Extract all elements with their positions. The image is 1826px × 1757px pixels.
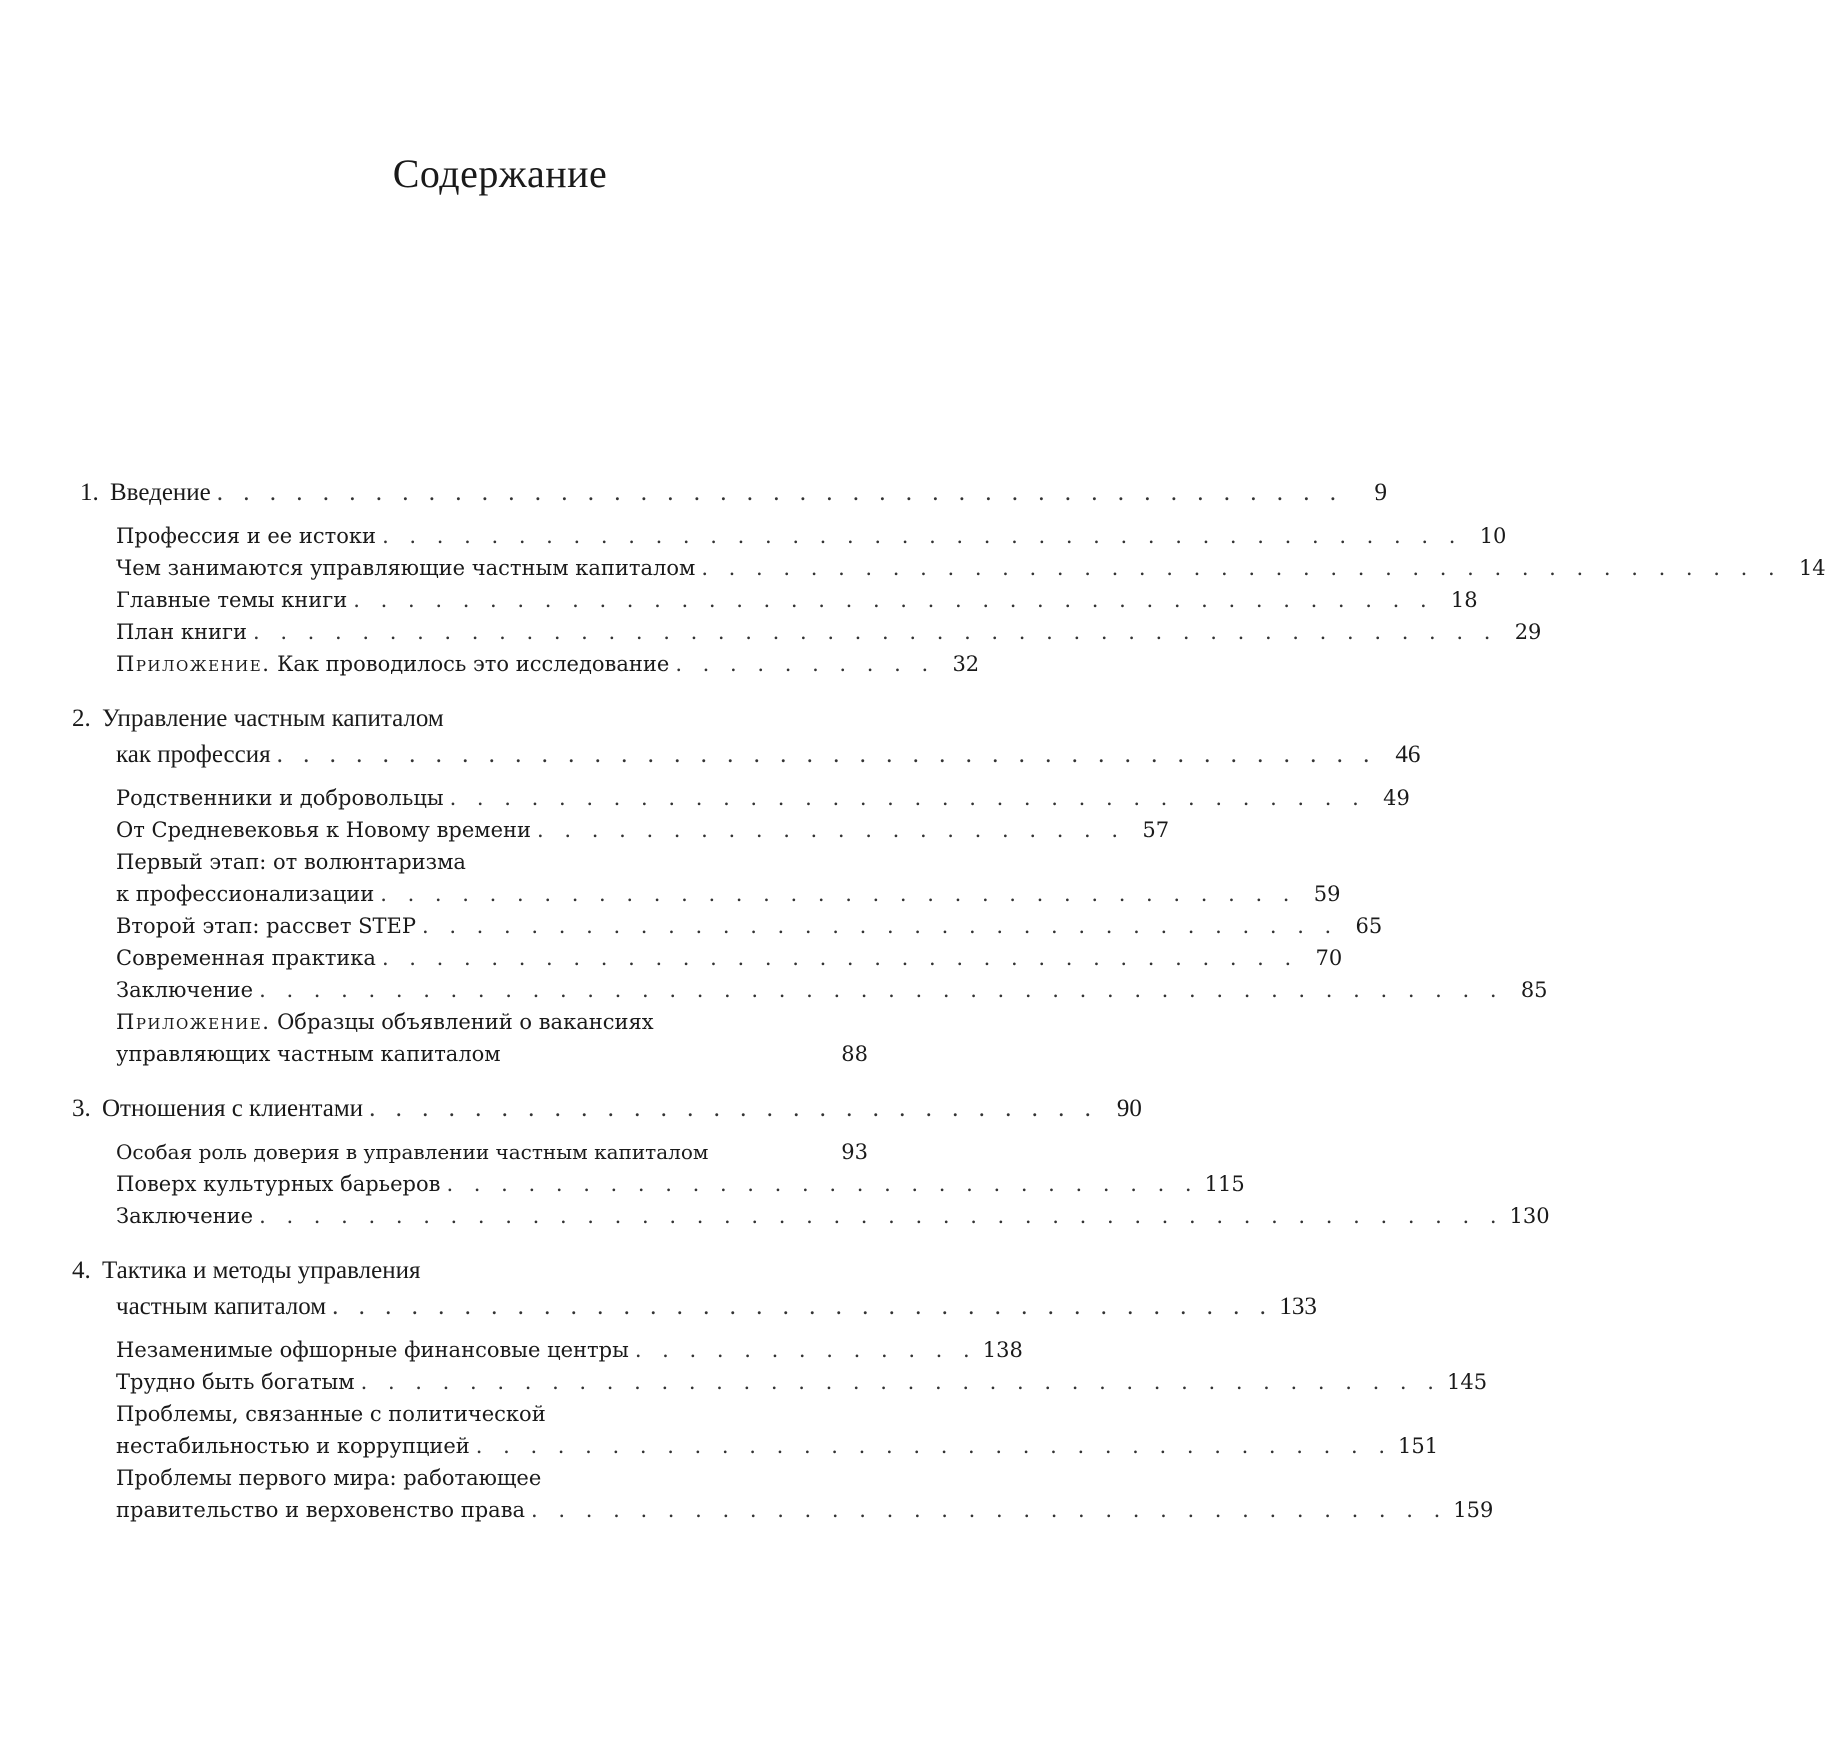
dot-leader: . . . . . . . . . . . . . . . . . . . . . . . . . . . . . . . . . . — [475, 1434, 1392, 1458]
toc-entry[interactable] — [116, 946, 1343, 971]
entry-title: Главные темы книги — [116, 588, 348, 612]
entry-title: нестабильностью и коррупцией — [116, 1434, 470, 1458]
appendix-prefix: Приложение. — [116, 652, 271, 676]
page-number: 49 — [1383, 786, 1410, 810]
dot-leader: . . . . . . . . . . . . . . . . . . . . . . . . . . . . . . . . . . . . . . . . . . . . . . — [252, 620, 1498, 644]
toc-entry-line1 — [116, 1010, 654, 1035]
dot-leader: . . . . . . . . . . . . . . . . . . . . . . . . . . . . . . . . . . . . . . . . — [360, 1370, 1441, 1394]
page-number: 138 — [982, 1338, 1023, 1362]
entry-title: Особая роль доверия в управлении частным капиталом — [116, 1140, 709, 1164]
entry-title: Поверх культурных барьеров — [116, 1172, 441, 1196]
entry-title-text: Как проводилось это исследование — [277, 652, 670, 676]
entry-title: Трудно быть богатым — [116, 1370, 355, 1394]
dot-leader: . — [506, 1042, 521, 1066]
entry-title: Проблемы первого мира: работающее — [116, 1466, 542, 1490]
page-number: 18 — [1450, 588, 1478, 612]
entry-title: Заключение — [116, 978, 254, 1002]
entry-title: Родственники и добровольцы — [116, 786, 444, 810]
dot-leader: . — [714, 1140, 729, 1164]
page-number: 46 — [1395, 741, 1421, 768]
dot-leader: . . . . . . . . . . . . . . . . . . . . . . . . . . . . . . . . . . . . . . . . . . . — [216, 479, 1344, 506]
toc-chapter-2[interactable] — [116, 740, 1421, 770]
chapter-number: 4. — [72, 1257, 91, 1284]
toc-chapter-label — [80, 478, 211, 508]
page-number: 130 — [1509, 1204, 1550, 1228]
page-number: 59 — [1313, 882, 1341, 906]
dot-leader: . . . . . . . . . . . . . . . . . . . . . . . . . . . . . . . . . . . . . . . . — [382, 524, 1463, 548]
dot-leader: . . . . . . . . . . . . . . . . . . . . . . . . . . . . . . . . . . . . — [332, 1293, 1273, 1320]
page-number: 88 — [841, 1042, 868, 1066]
toc-entry[interactable] — [116, 652, 980, 677]
dot-leader: . . . . . . . . . . . . . . . . . . . . . . . . . . . . — [446, 1172, 1199, 1196]
page-number: 32 — [952, 652, 980, 676]
toc-entry[interactable] — [116, 620, 1542, 645]
toc-entry[interactable] — [116, 914, 1383, 939]
entry-title: Чем занимаются управляющие частным капиталом — [116, 556, 696, 580]
toc-chapter-label — [72, 1094, 363, 1124]
entry-title: Второй этап: рассвет STEP — [116, 914, 416, 938]
dot-leader: . . . . . . . . . . . . . . . . . . . . . . . . . . . . . . . . . . . . . . . . . . . . . . — [259, 1204, 1504, 1228]
page-number: 90 — [1116, 1095, 1142, 1122]
chapter-title: Отношения с клиентами — [102, 1095, 364, 1122]
entry-title: Заключение — [116, 1204, 254, 1228]
toc-entry[interactable] — [116, 1498, 1494, 1523]
chapter-number: 3. — [72, 1095, 91, 1122]
page-number: 85 — [1520, 978, 1548, 1002]
page-number: 29 — [1514, 620, 1542, 644]
dot-leader: . . . . . . . . . . . . . . . . . . . . . . . . . . . . . . . . . . . . . . . . . . — [276, 741, 1377, 768]
page-title: Содержание — [392, 151, 608, 196]
chapter-title: Управление частным капиталом — [102, 705, 444, 732]
page-number: 115 — [1204, 1172, 1245, 1196]
toc-entry[interactable] — [116, 1338, 1023, 1363]
dot-leader: . . . . . . . . . . . . . . . . . . . . . . . . . . . . . . . . . . — [421, 914, 1339, 938]
chapter-title: частным капиталом — [116, 1293, 327, 1320]
entry-title: Современная практика — [116, 946, 376, 970]
page-number: 159 — [1453, 1498, 1494, 1522]
toc-entry-line1 — [116, 850, 466, 875]
entry-title — [116, 652, 669, 677]
toc-chapter-4[interactable] — [116, 1292, 1317, 1322]
entry-title: к профессионализации — [116, 882, 375, 906]
toc-entry[interactable] — [116, 1204, 1550, 1229]
appendix-prefix: Приложение. — [116, 1010, 271, 1034]
toc-chapter-1[interactable] — [80, 478, 1388, 508]
page-number: 9 — [1374, 479, 1388, 506]
toc-entry[interactable] — [116, 1370, 1488, 1395]
toc-entry[interactable] — [116, 524, 1507, 549]
toc-entry[interactable] — [116, 1042, 868, 1067]
toc-entry[interactable] — [116, 882, 1341, 907]
toc-entry[interactable] — [116, 1434, 1439, 1459]
entry-title: Проблемы, связанные с политической — [116, 1402, 546, 1426]
chapter-number: 1. — [80, 479, 99, 506]
dot-leader: . . . . . . . . . . . . . . . . . . . . . . . . . . . . . . . . . . . . . . . . — [353, 588, 1434, 612]
entry-title: От Средневековья к Новому времени — [116, 818, 532, 842]
dot-leader: . . . . . . . . . . . . . . . . . . . . . . — [537, 818, 1126, 842]
toc-chapter-3[interactable] — [72, 1094, 1142, 1124]
entry-title: правительство и верховенство права — [116, 1498, 526, 1522]
toc-chapter-2-line1[interactable] — [72, 704, 444, 734]
page-number: 151 — [1398, 1434, 1439, 1458]
page-number: 145 — [1446, 1370, 1488, 1394]
page-number: 10 — [1479, 524, 1507, 548]
page-number: 57 — [1142, 818, 1170, 842]
toc-entry[interactable] — [116, 556, 1826, 581]
page-number: 93 — [841, 1140, 868, 1164]
toc-entry[interactable] — [116, 588, 1478, 613]
entry-title: План книги — [116, 620, 247, 644]
entry-title: Незаменимые офшорные финансовые центры — [116, 1338, 629, 1362]
toc-entry[interactable] — [116, 1172, 1245, 1197]
chapter-number: 2. — [72, 705, 91, 732]
dot-leader: . . . . . . . . . . . . . — [634, 1338, 977, 1362]
dot-leader: . . . . . . . . . . . . . . . . . . . . . . . . . . . . . . . . . . — [381, 946, 1299, 970]
toc-entry[interactable] — [116, 978, 1548, 1003]
dot-leader: . . . . . . . . . . . . . . . . . . . . . . . . . . . . . . . . . . . . . . . . . . . . . . — [259, 978, 1504, 1002]
dot-leader: . . . . . . . . . . . . . . . . . . . . . . . . . . . . — [369, 1095, 1098, 1122]
dot-leader: . . . . . . . . . . . . . . . . . . . . . . . . . . . . . . . . . . . . . . . . — [701, 556, 1782, 580]
entry-title: Образцы объявлений о вакансиях — [277, 1010, 654, 1034]
dot-leader: . . . . . . . . . . . . . . . . . . . . . . . . . . . . . . . . . . — [449, 786, 1366, 810]
page-number: 65 — [1355, 914, 1383, 938]
dot-leader: . . . . . . . . . . — [675, 652, 936, 676]
toc-entry-line1 — [116, 1466, 541, 1491]
entry-title: Профессия и ее истоки — [116, 524, 377, 548]
toc-chapter-4-line1[interactable] — [72, 1256, 420, 1286]
chapter-title: Введение — [110, 479, 211, 506]
toc-entry[interactable] — [116, 818, 1170, 843]
page-number: 14 — [1798, 556, 1826, 580]
toc-entry[interactable] — [116, 1140, 868, 1165]
entry-title: Первый этап: от волюнтаризма — [116, 850, 466, 874]
toc-entry[interactable] — [116, 786, 1410, 811]
chapter-title: как профессия — [116, 741, 271, 768]
chapter-title: Тактика и методы управления — [102, 1257, 421, 1284]
page-number: 70 — [1315, 946, 1343, 970]
toc-entry-line1 — [116, 1402, 546, 1427]
dot-leader: . . . . . . . . . . . . . . . . . . . . . . . . . . . . . . . . . . — [380, 882, 1297, 906]
entry-title: управляющих частным капиталом — [116, 1042, 501, 1066]
dot-leader: . . . . . . . . . . . . . . . . . . . . . . . . . . . . . . . . . . — [531, 1498, 1448, 1522]
page-number: 133 — [1279, 1293, 1317, 1320]
